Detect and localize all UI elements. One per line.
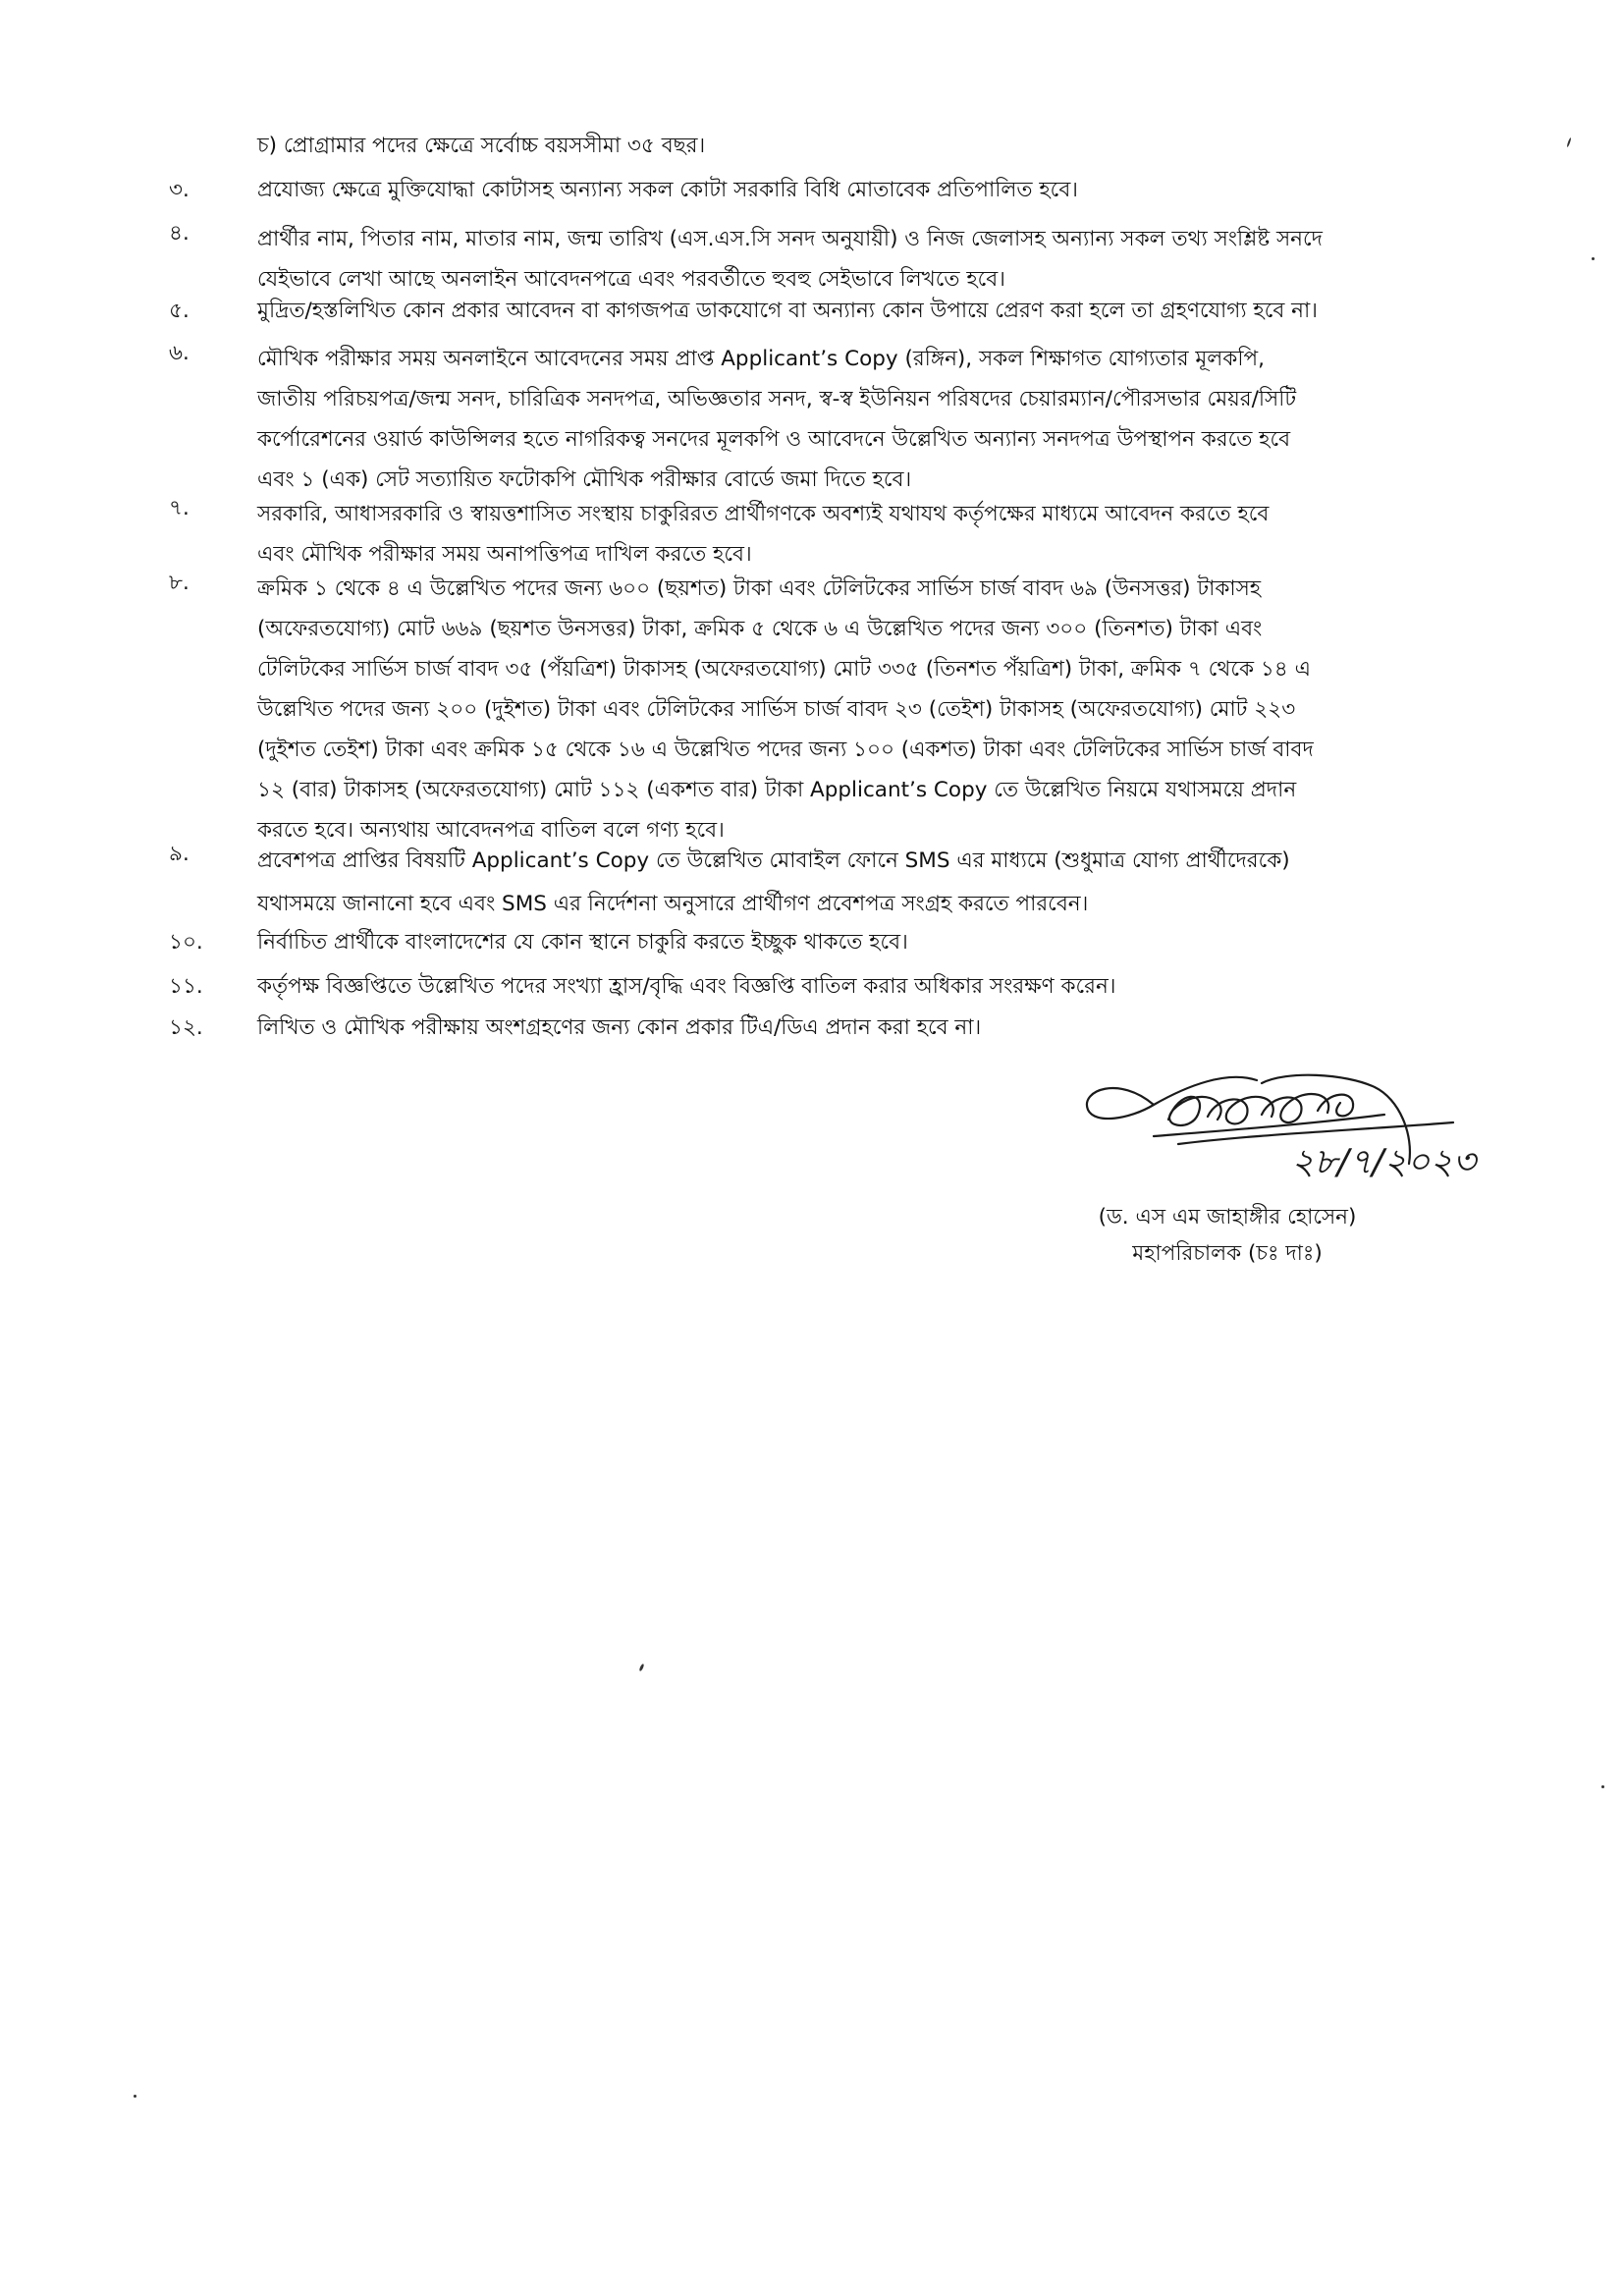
scan-speck bbox=[1566, 137, 1571, 147]
scan-speck bbox=[134, 2095, 136, 2098]
clause-text: নির্বাচিত প্রার্থীকে বাংলাদেশের যে কোন স্থানে চাকুরি করতে ইচ্ছুক থাকতে হবে। bbox=[257, 930, 908, 955]
clause-text: সরকারি, আধাসরকারি ও স্বায়ত্তশাসিত সংস্থায় চাকুরিরত প্রার্থীগণকে অবশ্যই যথাযথ কর্তৃপক্ষের মাধ্যমে আবেদন করতে হবে এবং মৌখিক পরীক্ষার সময় অনাপত্তিপত্র দাখিল করতে হবে। bbox=[257, 502, 1270, 567]
clause-number: ১২. bbox=[169, 1015, 203, 1040]
clause-number: ১১. bbox=[169, 974, 203, 999]
clause-number: ৫. bbox=[169, 299, 189, 323]
clause-text: লিখিত ও মৌখিক পরীক্ষায় অংশগ্রহণের জন্য কোন প্রকার টিএ/ডিএ প্রদান করা হবে না। bbox=[257, 1015, 982, 1040]
clause-number: ৬. bbox=[169, 341, 189, 365]
signature-date: ২৮/৭/২০২৩ bbox=[1291, 1142, 1477, 1182]
clause-number: ৯. bbox=[169, 842, 189, 866]
clause-text: কর্তৃপক্ষ বিজ্ঞপ্তিতে উল্লেখিত পদের সংখ্যা হ্রাস/বৃদ্ধি এবং বিজ্ঞপ্তি বাতিল করার অধিকার সংরক্ষণ করেন। bbox=[257, 974, 1116, 999]
clause-text: প্রবেশপত্র প্রাপ্তির বিষয়টি Applicant’s Copy তে উল্লেখিত মোবাইল ফোনে SMS এর মাধ্যমে (শুধুমাত্র যোগ্য প্রার্থীদেরকে) যথাসময়ে জানানো হবে এবং SMS এর নির্দেশনা অনুসারে প্রার্থীগণ প্রবেশপত্র সংগ্রহ করতে পারবেন। bbox=[257, 848, 1290, 916]
clause-number: ৩. bbox=[169, 178, 189, 202]
signer-name: (ড. এস এম জাহাঙ্গীর হোসেন) bbox=[1098, 1205, 1357, 1230]
clause-number: ১০. bbox=[169, 930, 203, 955]
clause-text: ক্রমিক ১ থেকে ৪ এ উল্লেখিত পদের জন্য ৬০০ (ছয়শত) টাকা এবং টেলিটকের সার্ভিস চার্জ বাবদ ৬৯ (উনসত্তর) টাকাসহ (অফেরতযোগ্য) মোট ৬৬৯ (ছয়শত উনসত্তর) টাকা, ক্রমিক ৫ থেকে ৬ এ উল্লেখিত পদের জন্য ৩০০ (তিনশত) টাকা এবং টেলিটকের সার্ভিস চার্জ বাবদ ৩৫ (পঁয়ত্রিশ) টাকাসহ (অফেরতযোগ্য) মোট ৩৩৫ (তিনশত পঁয়ত্রিশ) টাকা, ক্রমিক ৭ থেকে ১৪ এ উল্লেখিত পদের জন্য ২০০ (দুইশত) টাকা এবং টেলিটকের সার্ভিস চার্জ বাবদ ২৩ (তেইশ) টাকাসহ (অফেরতযোগ্য) মোট ২২৩ (দুইশত তেইশ) টাকা এবং ক্রমিক ১৫ থেকে ১৬ এ উল্লেখিত পদের জন্য ১০০ (একশত) টাকা এবং টেলিটকের সার্ভিস চার্জ বাবদ ১২ (বার) টাকাসহ (অফেরতযোগ্য) মোট ১১২ (একশত বার) টাকা Applicant’s Copy তে উল্লেখিত নিয়মে যথাসময়ে প্রদান করতে হবে। অন্যথায় আবেদনপত্র বাতিল বলে গণ্য হবে। bbox=[257, 576, 1314, 843]
clause-text: প্রযোজ্য ক্ষেত্রে মুক্তিযোদ্ধা কোটাসহ অন্যান্য সকল কোটা সরকারি বিধি মোতাবেক প্রতিপালিত হবে। bbox=[257, 178, 1078, 202]
clause-number: ৮. bbox=[169, 571, 189, 595]
clause-number: ৪. bbox=[169, 221, 189, 246]
clause-text: প্রার্থীর নাম, পিতার নাম, মাতার নাম, জন্ম তারিখ (এস.এস.সি সনদ অনুযায়ী) ও নিজ জেলাসহ অন্যান্য সকল তথ্য সংশ্লিষ্ট সনদে যেইভাবে লেখা আছে অনলাইন আবেদনপত্রে এবং পরবর্তীতে হুবহু সেইভাবে লিখতে হবে। bbox=[257, 227, 1323, 292]
clause-text: মৌখিক পরীক্ষার সময় অনলাইনে আবেদনের সময় প্রাপ্ত Applicant’s Copy (রঙ্গিন), সকল শিক্ষাগত যোগ্যতার মূলকপি, জাতীয় পরিচয়পত্র/জন্ম সনদ, চারিত্রিক সনদপত্র, অভিজ্ঞতার সনদ, স্ব-স্ব ইউনিয়ন পরিষদের চেয়ারম্যান/পৌরসভার মেয়র/সিটি কর্পোরেশনের ওয়ার্ড কাউন্সিলর হতে নাগরিকত্ব সনদের মূলকপি ও আবেদনে উল্লেখিত অন্যান্য সনদপত্র উপস্থাপন করতে হবে এবং ১ (এক) সেট সত্যায়িত ফটোকপি মৌখিক পরীক্ষার বোর্ডে জমা দিতে হবে। bbox=[257, 347, 1297, 492]
intro-line: চ) প্রোগ্রামার পদের ক্ষেত্রে সর্বোচ্চ বয়সসীমা ৩৫ বছর। bbox=[257, 134, 706, 158]
scan-speck bbox=[638, 1664, 644, 1672]
signer-designation: মহাপরিচালক (চঃ দাঃ) bbox=[1132, 1241, 1323, 1266]
handwritten-signature bbox=[1060, 1066, 1551, 1183]
scan-speck bbox=[1601, 1785, 1604, 1788]
clause-number: ৭. bbox=[169, 496, 189, 520]
clause-text: মুদ্রিত/হস্তলিখিত কোন প্রকার আবেদন বা কাগজপত্র ডাকযোগে বা অন্যান্য কোন উপায়ে প্রেরণ করা হলে তা গ্রহণযোগ্য হবে না। bbox=[257, 299, 1318, 323]
scan-speck bbox=[1592, 257, 1595, 260]
